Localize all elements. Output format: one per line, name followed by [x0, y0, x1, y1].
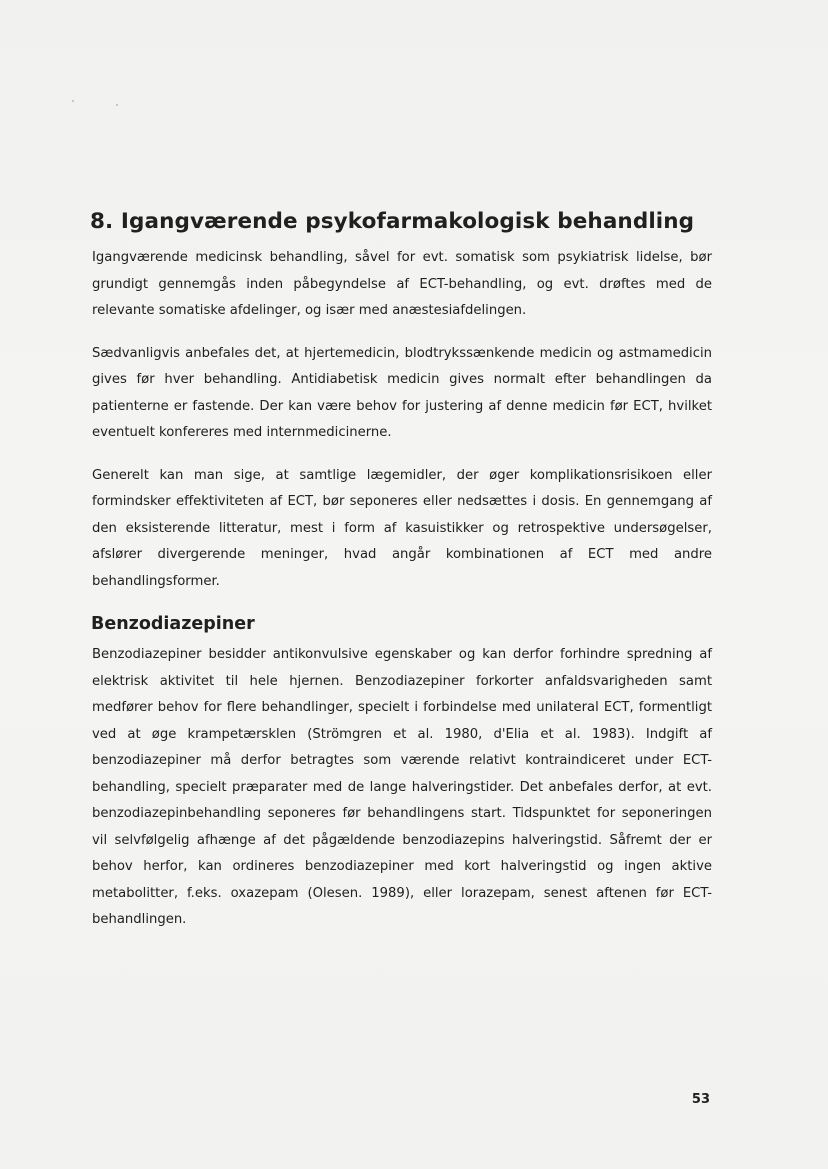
scan-speck [116, 104, 118, 106]
page-number: 53 [691, 1092, 710, 1107]
chapter-heading: 8. Igangværende psykofarmakologisk behandling [90, 209, 695, 234]
body-paragraph: Generelt kan man sige, at samtlige lægemidler, der øger komplikationsrisikoen eller formindsker effektiviteten af ECT, bør seponeres eller nedsættes i dosis. En gennemgang af den eksisterende litteratur, mest i form af kasuistikker og retrospektive undersøgelser, afslører divergerende meninger, hvad angår kombinationen af ECT med andre behandlingsformer. [92, 467, 712, 589]
scan-speck [72, 100, 74, 102]
section-paragraph: Benzodiazepiner besidder antikonvulsive egenskaber og kan derfor forhindre spredning af elektrisk aktivitet til hele hjernen. Benzodiazepiner forkorter anfaldsvarigheden samt medfører behov for flere behandlinger, specielt i forbindelse med unilateral ECT, formentligt ved at øge krampetærsklen (Strömgren et al. 1980, d'Elia et al. 1983). Indgift af benzodiazepiner må derfor betragtes som værende relativt kontraindiceret under ECT-behandling, specielt præparater med de lange halveringstider. Det anbefales derfor, at evt. benzodiazepinbehandling seponeres før behandlingens start. Tidspunktet for seponeringen vil selvfølgelig afhænge af det pågældende benzodiazepins halveringstid. Såfremt der er behov herfor, kan ordineres benzodiazepiner med kort halveringstid og ingen aktive metabolitter, f.eks. oxazepam (Olesen. 1989), eller lorazepam, senest aftenen før ECT-behandlingen. [92, 647, 712, 927]
body-paragraph: Igangværende medicinsk behandling, såvel for evt. somatisk som psykiatrisk lidelse, bør grundigt gennemgås inden påbegyndelse af ECT-behandling, og evt. drøftes med de relevante somatiske afdelinger, og især med anæstesiafdelingen. [92, 250, 712, 318]
page-content [92, 205, 712, 950]
section-heading: Benzodiazepiner [91, 614, 255, 634]
body-paragraph: Sædvanligvis anbefales det, at hjertemedicin, blodtrykssænkende medicin og astmamedicin gives før hver behandling. Antidiabetisk medicin gives normalt efter behandlingen da patienterne er fastende. Der kan være behov for justering af denne medicin før ECT, hvilket eventuelt konfereres med internmedicinerne. [92, 345, 712, 440]
